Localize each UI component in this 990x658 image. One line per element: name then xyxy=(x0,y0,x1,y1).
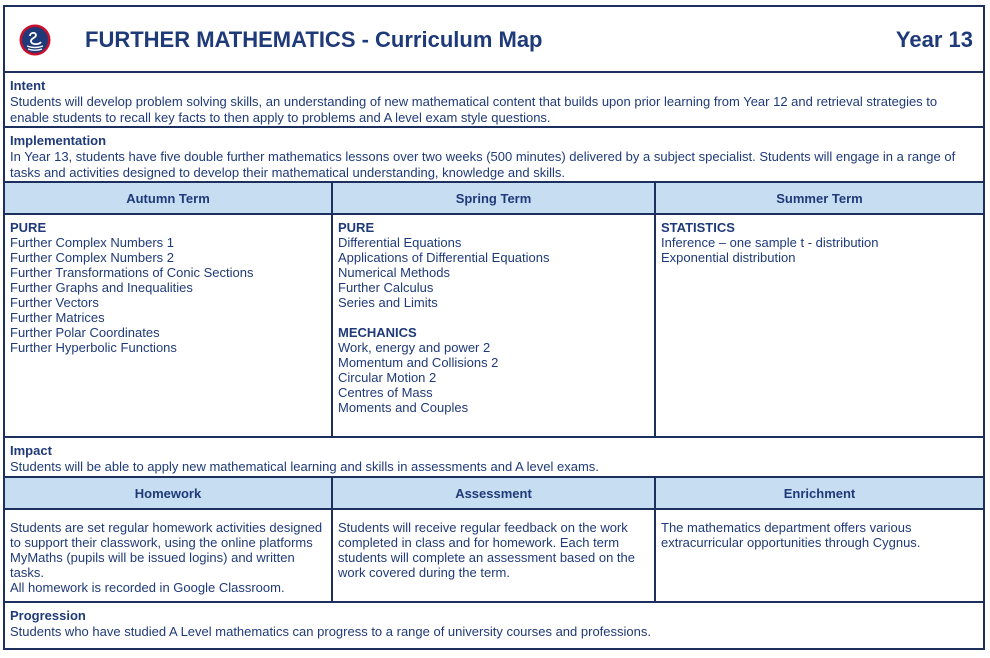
group-heading: PURE xyxy=(338,220,375,235)
group-heading: STATISTICS xyxy=(661,220,735,235)
spring-column xyxy=(333,183,656,436)
assessment-header: Assessment xyxy=(333,478,654,510)
topic-item: Exponential distribution xyxy=(661,250,796,265)
autumn-column xyxy=(5,183,333,436)
homework-text-2: All homework is recorded in Google Classroom. xyxy=(10,580,285,595)
enrichment-body xyxy=(656,510,983,550)
page-title: FURTHER MATHEMATICS - Curriculum Map xyxy=(85,27,543,52)
homework-header: Homework xyxy=(5,478,331,510)
curriculum-map xyxy=(3,5,985,650)
topic-item: Centres of Mass xyxy=(338,385,433,400)
terms-table xyxy=(5,183,983,438)
assessment-column xyxy=(333,478,656,601)
topic-item: Inference – one sample t - distribution xyxy=(661,235,879,250)
intent-heading: Intent xyxy=(10,78,46,93)
assessment-body xyxy=(333,510,654,580)
topic-item: Circular Motion 2 xyxy=(338,370,437,385)
topic-item: Further Vectors xyxy=(10,295,99,310)
topic-item: Further Graphs and Inequalities xyxy=(10,280,193,295)
summer-term-body xyxy=(656,215,983,265)
enrichment-text: The mathematics department offers various extracurricular opportunities through Cygnus. xyxy=(661,520,921,550)
extras-table xyxy=(5,478,983,603)
autumn-term-header: Autumn Term xyxy=(5,183,331,215)
intent-text: Students will develop problem solving skills, an understanding of new mathematical content that builds upon prior learning from Year 12 and retrieval strategies to enable students to recall key facts to then apply to problems and A level exam style questions. xyxy=(10,94,938,125)
homework-column xyxy=(5,478,333,601)
spring-term-body xyxy=(333,215,654,415)
spring-term-header: Spring Term xyxy=(333,183,654,215)
topic-item: Work, energy and power 2 xyxy=(338,340,491,355)
topic-item: Momentum and Collisions 2 xyxy=(338,355,499,370)
homework-text: Students are set regular homework activities designed to support their classwork, using the online platforms MyMaths (pupils will be issued logins) and written tasks. xyxy=(10,520,323,580)
implementation-text: In Year 13, students have five double further mathematics lessons over two weeks (500 minutes) delivered by a subject specialist. Students will engage in a range of tasks and activities designed to develop their mathematical understanding, knowledge and skills. xyxy=(10,149,956,180)
implementation-section xyxy=(5,128,983,183)
summer-column xyxy=(656,183,983,436)
school-crest-icon xyxy=(19,24,51,56)
summer-term-header: Summer Term xyxy=(656,183,983,215)
topic-item: Series and Limits xyxy=(338,295,438,310)
topic-item: Applications of Differential Equations xyxy=(338,250,550,265)
impact-section xyxy=(5,438,983,478)
impact-heading: Impact xyxy=(10,443,52,458)
homework-body xyxy=(5,510,331,595)
topic-item: Further Complex Numbers 2 xyxy=(10,250,174,265)
topic-item: Further Transformations of Conic Sections xyxy=(10,265,254,280)
topic-item: Further Hyperbolic Functions xyxy=(10,340,177,355)
group-heading: PURE xyxy=(10,220,47,235)
progression-section xyxy=(5,603,983,643)
topic-item: Numerical Methods xyxy=(338,265,450,280)
assessment-text: Students will receive regular feedback on the work completed in class and for homework. Each term students will complete an assessment based on the work covered during the term. xyxy=(338,520,636,580)
autumn-term-body xyxy=(5,215,331,355)
topic-item: Further Complex Numbers 1 xyxy=(10,235,174,250)
topic-item: Further Calculus xyxy=(338,280,434,295)
impact-text: Students will be able to apply new mathematical learning and skills in assessments and A level exams. xyxy=(10,459,599,474)
implementation-heading: Implementation xyxy=(10,133,107,148)
enrichment-column xyxy=(656,478,983,601)
progression-text: Students who have studied A Level mathematics can progress to a range of university courses and professions. xyxy=(10,624,651,639)
intent-section xyxy=(5,73,983,128)
topic-item: Further Matrices xyxy=(10,310,105,325)
page-header xyxy=(5,7,983,73)
topic-item: Moments and Couples xyxy=(338,400,469,415)
topic-item: Further Polar Coordinates xyxy=(10,325,160,340)
progression-heading: Progression xyxy=(10,608,86,623)
enrichment-header: Enrichment xyxy=(656,478,983,510)
year-label: Year 13 xyxy=(895,27,973,52)
group-heading: MECHANICS xyxy=(338,325,417,340)
topic-item: Differential Equations xyxy=(338,235,462,250)
